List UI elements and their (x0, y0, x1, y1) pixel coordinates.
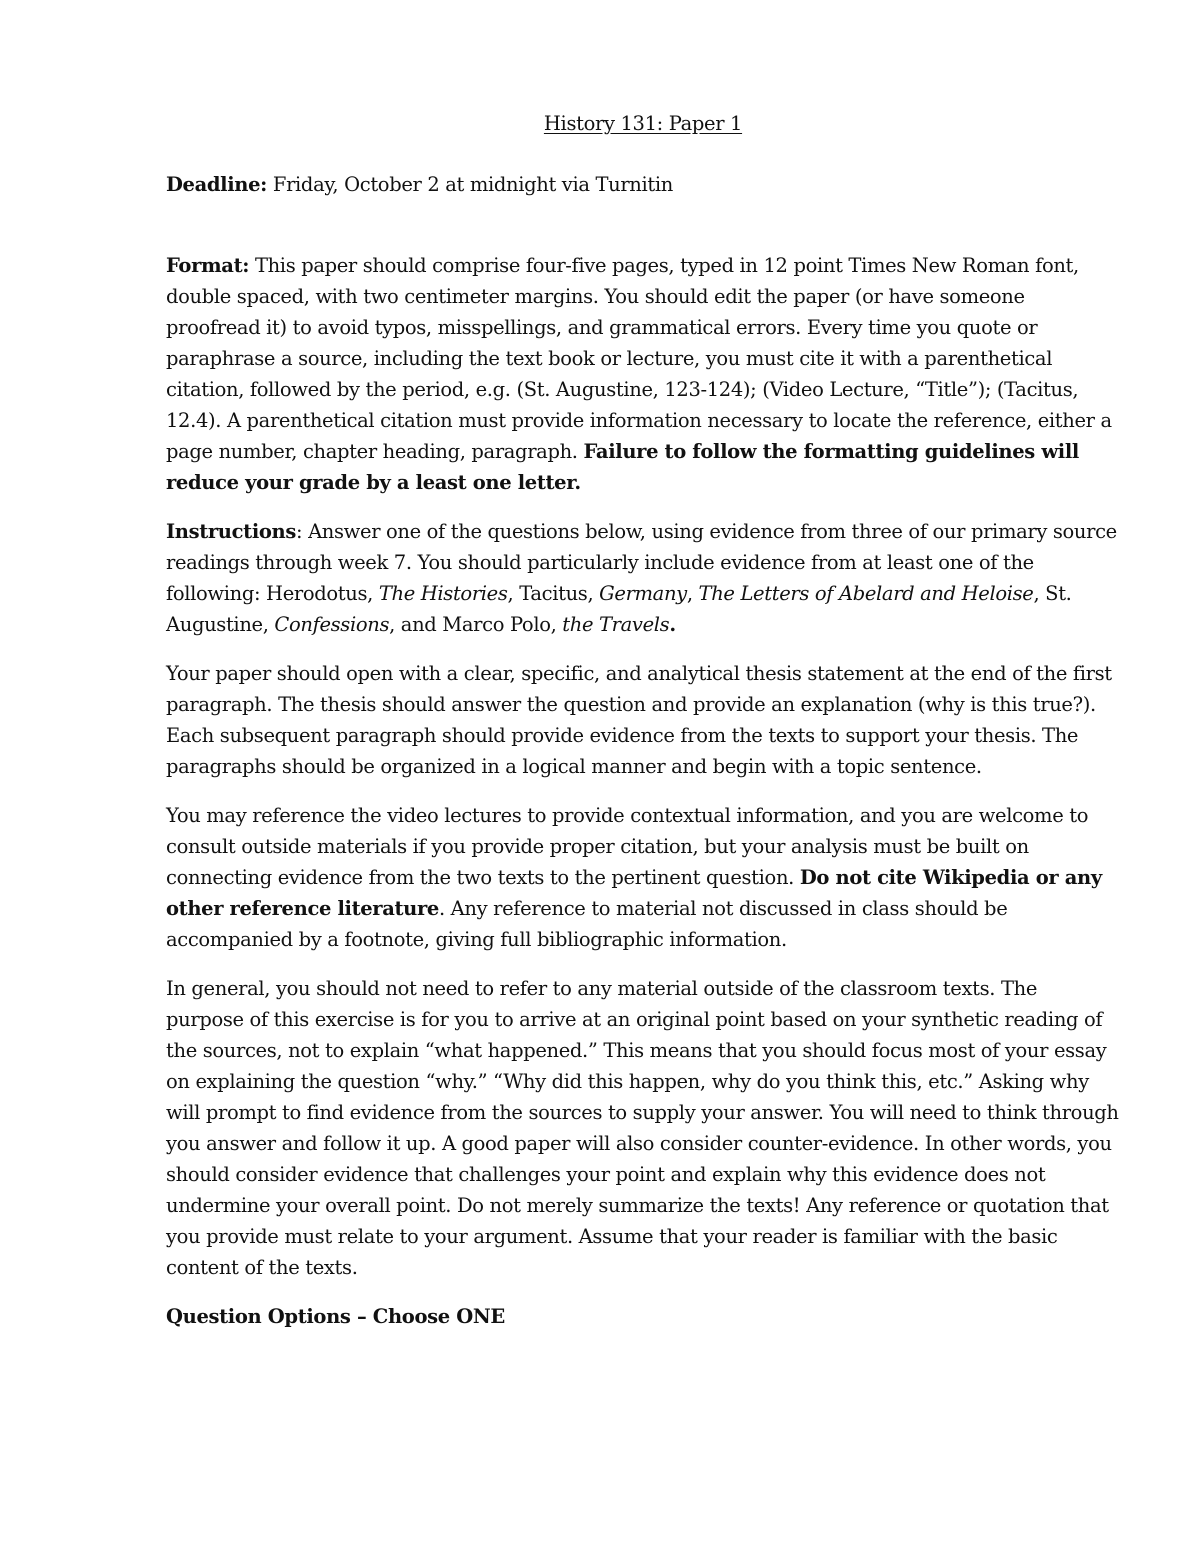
format-text: This paper should comprise four-five pages, typed in 12 point Times New Roman font, double spaced, with two centimeter margins. You should edit the paper (or have someone proofread it) to avoid typos, misspellings, and grammatical errors. Every time you quote or paraphrase a source, including the text book or lecture, you must cite it with a parenthetical citation, followed by the period, e.g. (St. Augustine, 123-124); (Video Lecture, “Title”); (Tacitus, 12.4). A parenthetical citation must provide information necessary to locate the reference, either a page number, chapter heading, paragraph. (166, 254, 1112, 463)
instructions-text-6: . (669, 613, 676, 636)
work-title-histories: The Histories (378, 582, 508, 605)
format-warning: Failure to follow the formatting guidelines will reduce your grade by a least one letter. (166, 440, 1079, 494)
instructions-paragraph (166, 516, 1120, 640)
deadline-text: Friday, October 2 at midnight via Turnitin (267, 173, 673, 196)
instructions-text-5: , and Marco Polo, (389, 613, 563, 636)
format-paragraph (166, 250, 1120, 498)
page-title: History 131: Paper 1 (543, 112, 743, 135)
thesis-paragraph: Your paper should open with a clear, specific, and analytical thesis statement at the end of the first paragraph. The thesis should answer the question and provide an explanation (why is this true?). Each subsequent paragraph should provide evidence from the texts to support your thesis. The paragraphs should be organized in a logical manner and begin with a topic sentence. (166, 662, 1112, 778)
sources-paragraph (166, 800, 1120, 955)
instructions-text-1: : Answer one of the questions below, using evidence from three of our primary source readings through week 7. You should particularly include evidence from at least one of the following: Herodotus, (166, 520, 1117, 605)
instructions-text-3: , (686, 582, 699, 605)
work-title-letters: The Letters of Abelard and Heloise (698, 582, 1034, 605)
sources-text-2: . Any reference to material not discussed in class should be accompanied by a footnote, giving full bibliographic information. (166, 897, 1008, 951)
instructions-label: Instructions (166, 520, 296, 543)
work-title-germany: Germany (599, 582, 687, 605)
format-label: Format: (166, 254, 250, 277)
document-body (166, 108, 1120, 1332)
deadline-label: Deadline: (166, 173, 268, 196)
work-title-confessions: Confessions (274, 613, 390, 636)
sources-text-1: You may reference the video lectures to provide contextual information, and you are welcome to consult outside materials if you provide proper citation, but your analysis must be built on connecting evidence from the two texts to the pertinent question. (166, 804, 1089, 889)
questions-heading: Question Options – Choose ONE (166, 1305, 505, 1328)
deadline-paragraph (166, 169, 1120, 200)
instructions-text-2: , Tacitus, (507, 582, 600, 605)
general-paragraph: In general, you should not need to refer to any material outside of the classroom texts. The purpose of this exercise is for you to arrive at an original point based on your synthetic reading of the sources, not to explain “what happened.” This means that you should focus most of your essay on explaining the question “why.” “Why did this happen, why do you think this, etc.” Asking why will prompt to find evidence from the sources to supply your answer. You will need to think through you answer and follow it up. A good paper will also consider counter-evidence. In other words, you should consider evidence that challenges your point and explain why this evidence does not undermine your overall point. Do not merely summarize the texts! Any reference or quotation that you provide must relate to your argument. Assume that your reader is familiar with the basic content of the texts. (166, 977, 1119, 1279)
sources-bold-warning: Do not cite Wikipedia or any other reference literature (166, 866, 1102, 920)
instructions-text-4: , St. Augustine, (166, 582, 1072, 636)
work-title-travels: the Travels (562, 613, 670, 636)
